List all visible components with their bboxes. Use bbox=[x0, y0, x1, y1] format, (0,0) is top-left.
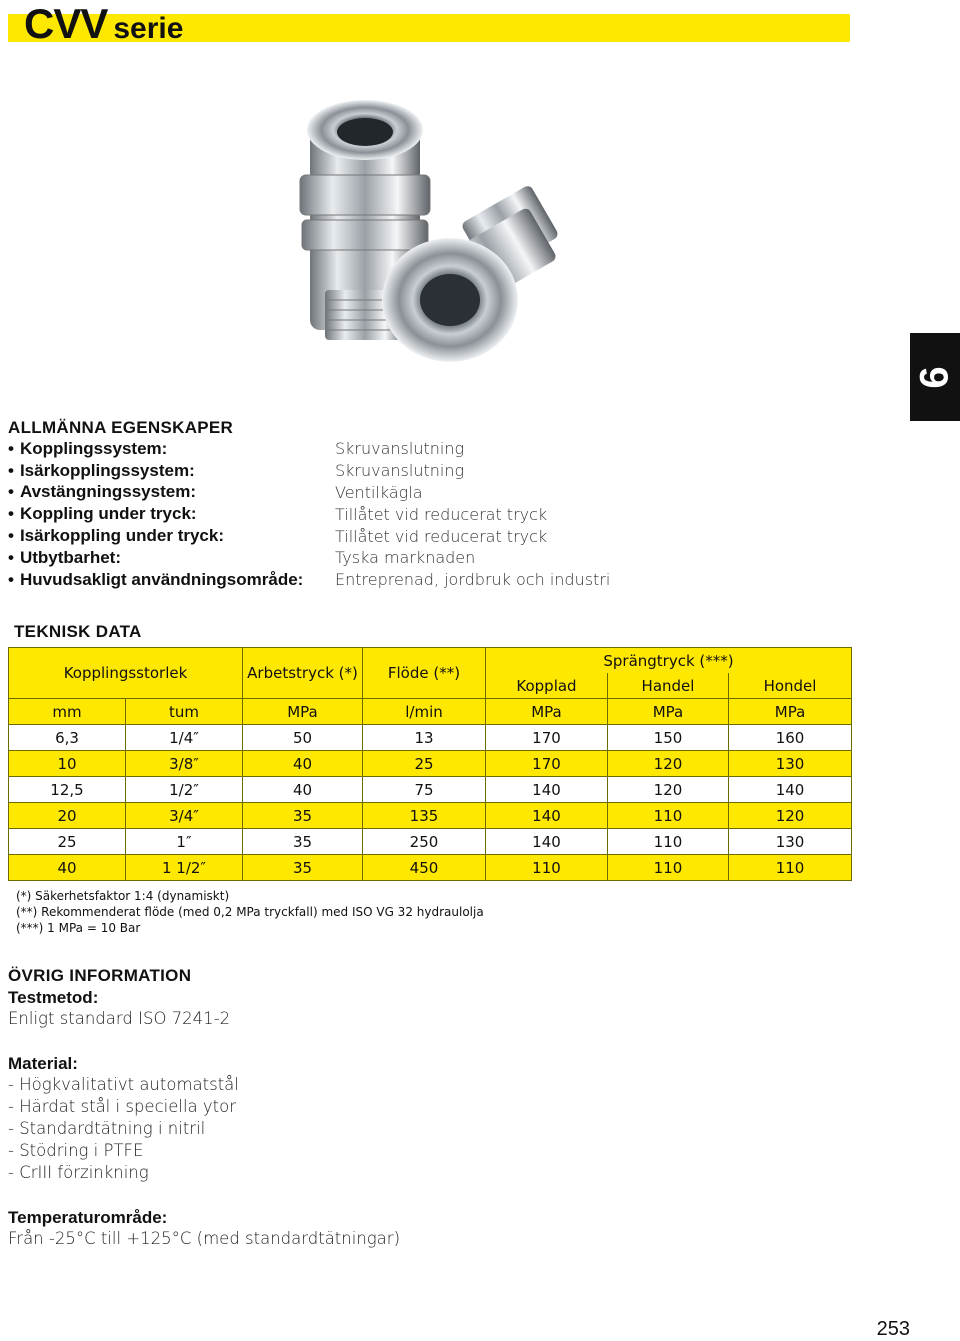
test-method-label: Testmetod: bbox=[8, 988, 99, 1007]
unit-cell: MPa bbox=[608, 699, 729, 725]
technical-heading: TEKNISK DATA bbox=[14, 622, 142, 641]
table-cell: 20 bbox=[9, 803, 126, 829]
table-units-row bbox=[9, 699, 852, 725]
table-cell: 1/4″ bbox=[126, 725, 243, 751]
property-row bbox=[8, 569, 708, 591]
table-cell: 120 bbox=[729, 803, 852, 829]
property-label bbox=[8, 504, 335, 524]
table-cell: 35 bbox=[243, 803, 363, 829]
property-value: Tillåtet vid reducerat tryck bbox=[335, 504, 548, 524]
table-cell: 40 bbox=[9, 855, 126, 881]
col-pressure-header: Arbetstryck (*) bbox=[243, 648, 363, 699]
table-row bbox=[9, 751, 852, 777]
property-value: Tillåtet vid reducerat tryck bbox=[335, 526, 548, 546]
table-cell: 110 bbox=[486, 855, 608, 881]
bullet-icon: • bbox=[8, 569, 14, 589]
table-cell: 450 bbox=[363, 855, 486, 881]
table-cell: 130 bbox=[729, 751, 852, 777]
table-cell: 35 bbox=[243, 855, 363, 881]
footnote: (*) Säkerhetsfaktor 1:4 (dynamiskt) bbox=[16, 889, 230, 903]
table-cell: 140 bbox=[486, 829, 608, 855]
col-burst-header: Sprängtryck (***) bbox=[486, 648, 852, 674]
property-label-text: Isärkopplingssystem: bbox=[19, 460, 195, 480]
property-label-text: Kopplingssystem: bbox=[19, 438, 168, 458]
table-cell: 110 bbox=[608, 829, 729, 855]
unit-cell: MPa bbox=[486, 699, 608, 725]
col-female-header: Hondel bbox=[729, 673, 852, 699]
coupling-product-image bbox=[270, 60, 600, 390]
property-value: Skruvanslutning bbox=[335, 461, 465, 481]
unit-cell: MPa bbox=[729, 699, 852, 725]
property-label-text: Utbytbarhet: bbox=[19, 547, 122, 567]
col-size-header: Kopplingsstorlek bbox=[9, 648, 243, 699]
property-label bbox=[8, 439, 335, 459]
col-flow-header: Flöde (**) bbox=[363, 648, 486, 699]
property-label bbox=[8, 570, 335, 590]
test-method-value: Enligt standard ISO 7241-2 bbox=[8, 1009, 231, 1028]
table-cell: 50 bbox=[243, 725, 363, 751]
technical-data-table bbox=[8, 647, 852, 881]
table-cell: 170 bbox=[486, 751, 608, 777]
table-cell: 250 bbox=[363, 829, 486, 855]
unit-cell: l/min bbox=[363, 699, 486, 725]
table-cell: 6,3 bbox=[9, 725, 126, 751]
table-cell: 120 bbox=[608, 751, 729, 777]
property-label bbox=[8, 526, 335, 546]
material-item: - Stödring i PTFE bbox=[8, 1141, 144, 1160]
table-row bbox=[9, 803, 852, 829]
chapter-tab bbox=[910, 333, 960, 421]
property-row bbox=[8, 438, 708, 460]
property-label-text: Isärkoppling under tryck: bbox=[19, 526, 224, 546]
bullet-icon: • bbox=[8, 526, 14, 546]
table-cell: 1/2″ bbox=[126, 777, 243, 803]
unit-cell: MPa bbox=[243, 699, 363, 725]
table-cell: 1 1/2″ bbox=[126, 855, 243, 881]
table-cell: 120 bbox=[608, 777, 729, 803]
table-cell: 12,5 bbox=[9, 777, 126, 803]
property-value: Entreprenad, jordbruk och industri bbox=[335, 570, 611, 590]
material-item: - CrIII förzinkning bbox=[8, 1163, 149, 1182]
bullet-icon: • bbox=[8, 482, 14, 502]
title-main: CVV bbox=[24, 0, 108, 47]
footnote: (***) 1 MPa = 10 Bar bbox=[16, 921, 141, 935]
property-label-text: Koppling under tryck: bbox=[19, 504, 197, 524]
table-cell: 25 bbox=[363, 751, 486, 777]
footnote: (**) Rekommenderat flöde (med 0,2 MPa tryckfall) med ISO VG 32 hydraulolja bbox=[16, 905, 484, 919]
col-coupled-header: Kopplad bbox=[486, 673, 608, 699]
table-cell: 110 bbox=[608, 803, 729, 829]
col-male-header: Handel bbox=[608, 673, 729, 699]
table-cell: 170 bbox=[486, 725, 608, 751]
property-value: Skruvanslutning bbox=[335, 439, 465, 459]
temperature-label: Temperaturområde: bbox=[8, 1208, 168, 1227]
property-row bbox=[8, 525, 708, 547]
table-cell: 135 bbox=[363, 803, 486, 829]
table-cell: 10 bbox=[9, 751, 126, 777]
bullet-icon: • bbox=[8, 438, 14, 458]
property-label bbox=[8, 461, 335, 481]
table-cell: 35 bbox=[243, 829, 363, 855]
table-header-row bbox=[9, 648, 852, 674]
material-item: - Högkvalitativt automatstål bbox=[8, 1075, 239, 1094]
bullet-icon: • bbox=[8, 547, 14, 567]
material-label: Material: bbox=[8, 1054, 78, 1073]
table-cell: 150 bbox=[608, 725, 729, 751]
page-title bbox=[24, 0, 184, 47]
property-label bbox=[8, 548, 335, 568]
table-cell: 40 bbox=[243, 777, 363, 803]
material-item: - Standardtätning i nitril bbox=[8, 1119, 206, 1138]
property-value: Tyska marknaden bbox=[335, 548, 476, 568]
bullet-icon: • bbox=[8, 504, 14, 524]
page-number: 253 bbox=[876, 1318, 910, 1340]
property-row bbox=[8, 460, 708, 482]
table-cell: 40 bbox=[243, 751, 363, 777]
property-value: Ventilkägla bbox=[335, 482, 423, 502]
general-properties bbox=[8, 418, 708, 591]
table-row bbox=[9, 725, 852, 751]
other-heading: ÖVRIG INFORMATION bbox=[8, 966, 192, 985]
table-cell: 3/8″ bbox=[126, 751, 243, 777]
property-label-text: Huvudsakligt användningsområde: bbox=[19, 569, 304, 589]
material-item: - Härdat stål i speciella ytor bbox=[8, 1097, 237, 1116]
title-sub: serie bbox=[113, 12, 184, 45]
unit-cell: tum bbox=[126, 699, 243, 725]
property-label bbox=[8, 482, 335, 502]
table-row bbox=[9, 777, 852, 803]
general-heading: ALLMÄNNA EGENSKAPER bbox=[8, 418, 234, 437]
bullet-icon: • bbox=[8, 460, 14, 480]
unit-cell: mm bbox=[9, 699, 126, 725]
table-cell: 13 bbox=[363, 725, 486, 751]
table-footnotes bbox=[16, 888, 484, 936]
table-cell: 140 bbox=[486, 777, 608, 803]
table-cell: 130 bbox=[729, 829, 852, 855]
table-row bbox=[9, 855, 852, 881]
temperature-value: Från -25°C till +125°C (med standardtätningar) bbox=[8, 1229, 401, 1248]
table-cell: 25 bbox=[9, 829, 126, 855]
table-cell: 1″ bbox=[126, 829, 243, 855]
table-cell: 3/4″ bbox=[126, 803, 243, 829]
property-row bbox=[8, 547, 708, 569]
table-cell: 160 bbox=[729, 725, 852, 751]
table-cell: 140 bbox=[729, 777, 852, 803]
table-row bbox=[9, 829, 852, 855]
table-cell: 110 bbox=[729, 855, 852, 881]
table-cell: 75 bbox=[363, 777, 486, 803]
property-row bbox=[8, 503, 708, 525]
other-information bbox=[8, 966, 608, 1250]
chapter-number: 6 bbox=[912, 365, 957, 389]
table-cell: 110 bbox=[608, 855, 729, 881]
property-label-text: Avstängningssystem: bbox=[19, 482, 196, 502]
table-cell: 140 bbox=[486, 803, 608, 829]
property-row bbox=[8, 482, 708, 504]
